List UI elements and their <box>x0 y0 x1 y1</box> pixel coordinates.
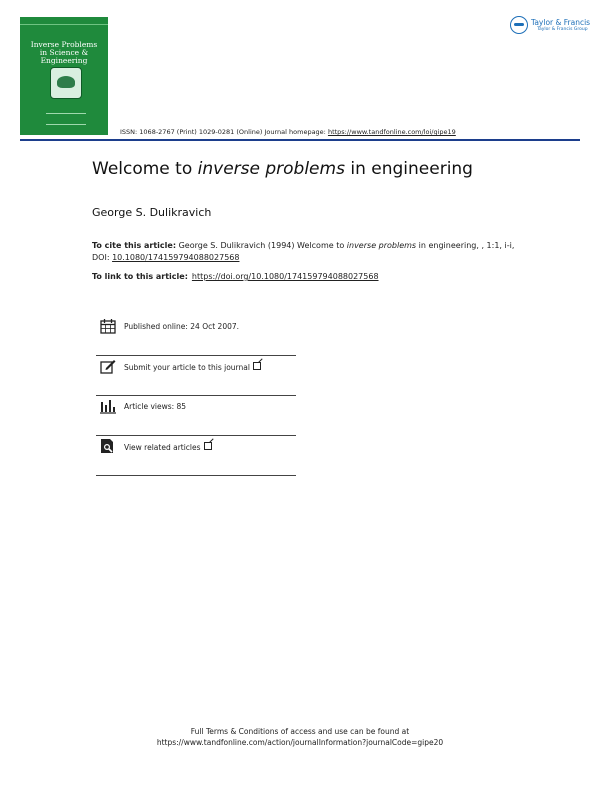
cover-top-line <box>20 20 108 25</box>
external-link-icon <box>253 362 261 370</box>
cover-decoration <box>46 113 86 125</box>
article-views-text: Article views: 85 <box>124 402 187 411</box>
bar-chart-icon <box>100 398 116 414</box>
citation-doi-link[interactable]: 10.1080/174159794088027568 <box>112 253 240 262</box>
submit-article-text: Submit your article to this journal <box>124 363 250 372</box>
journal-cover <box>20 17 108 135</box>
issn-line <box>120 128 456 136</box>
publisher-subname: Taylor & Francis Group <box>537 27 588 32</box>
footer-terms-url[interactable]: https://www.tandfonline.com/action/journalInformation?journalCode=gipe20 <box>156 738 444 747</box>
citation-label: To cite this article: <box>92 241 177 250</box>
article-link-label: To link to this article: <box>92 272 188 281</box>
footer <box>0 726 600 748</box>
view-related-text: View related articles <box>124 443 201 452</box>
article-title-post: in engineering <box>344 159 473 179</box>
edit-document-icon <box>100 358 116 374</box>
cover-title <box>24 41 104 65</box>
published-row <box>96 316 296 356</box>
related-row[interactable] <box>96 436 296 476</box>
journal-homepage-link[interactable]: https://www.tandfonline.com/loi/gipe19 <box>327 128 456 136</box>
submit-article-link[interactable] <box>124 362 261 372</box>
publisher-name: Taylor & Francis <box>531 18 591 27</box>
meta-divider <box>96 475 296 477</box>
article-author: George S. Dulikravich <box>92 206 212 219</box>
citation-text-pre: George S. Dulikravich (1994) Welcome to <box>176 241 347 250</box>
view-related-link[interactable] <box>124 442 212 452</box>
search-document-icon <box>100 438 116 454</box>
footer-terms-text: Full Terms & Conditions of access and use can be found at <box>190 727 410 736</box>
cover-art-image <box>50 67 82 99</box>
article-title <box>92 159 473 179</box>
publisher-logo-icon <box>510 16 528 34</box>
header-divider <box>20 139 580 141</box>
citation-block <box>92 240 522 264</box>
published-text: Published online: 24 Oct 2007. <box>124 322 240 331</box>
submit-row[interactable] <box>96 356 296 396</box>
views-row <box>96 396 296 436</box>
citation-text-post: in engineering, , 1:1, i-i, DOI: <box>92 241 515 262</box>
publisher-logo[interactable] <box>510 16 591 36</box>
calendar-icon <box>100 318 116 334</box>
external-link-icon <box>204 442 212 450</box>
citation-text-italic: inverse problems <box>346 241 417 250</box>
cover-title-line1: Inverse Problems <box>30 40 98 49</box>
article-doi-url-link[interactable]: https://doi.org/10.1080/174159794088027568 <box>191 272 379 281</box>
issn-text: ISSN: 1068-2767 (Print) 1029-0281 (Online) Journal homepage: <box>120 128 326 136</box>
cover-title-line2: in Science & Engineering <box>39 48 89 65</box>
article-title-italic: inverse problems <box>197 159 345 179</box>
article-link-line <box>92 272 379 281</box>
article-title-pre: Welcome to <box>92 159 198 179</box>
